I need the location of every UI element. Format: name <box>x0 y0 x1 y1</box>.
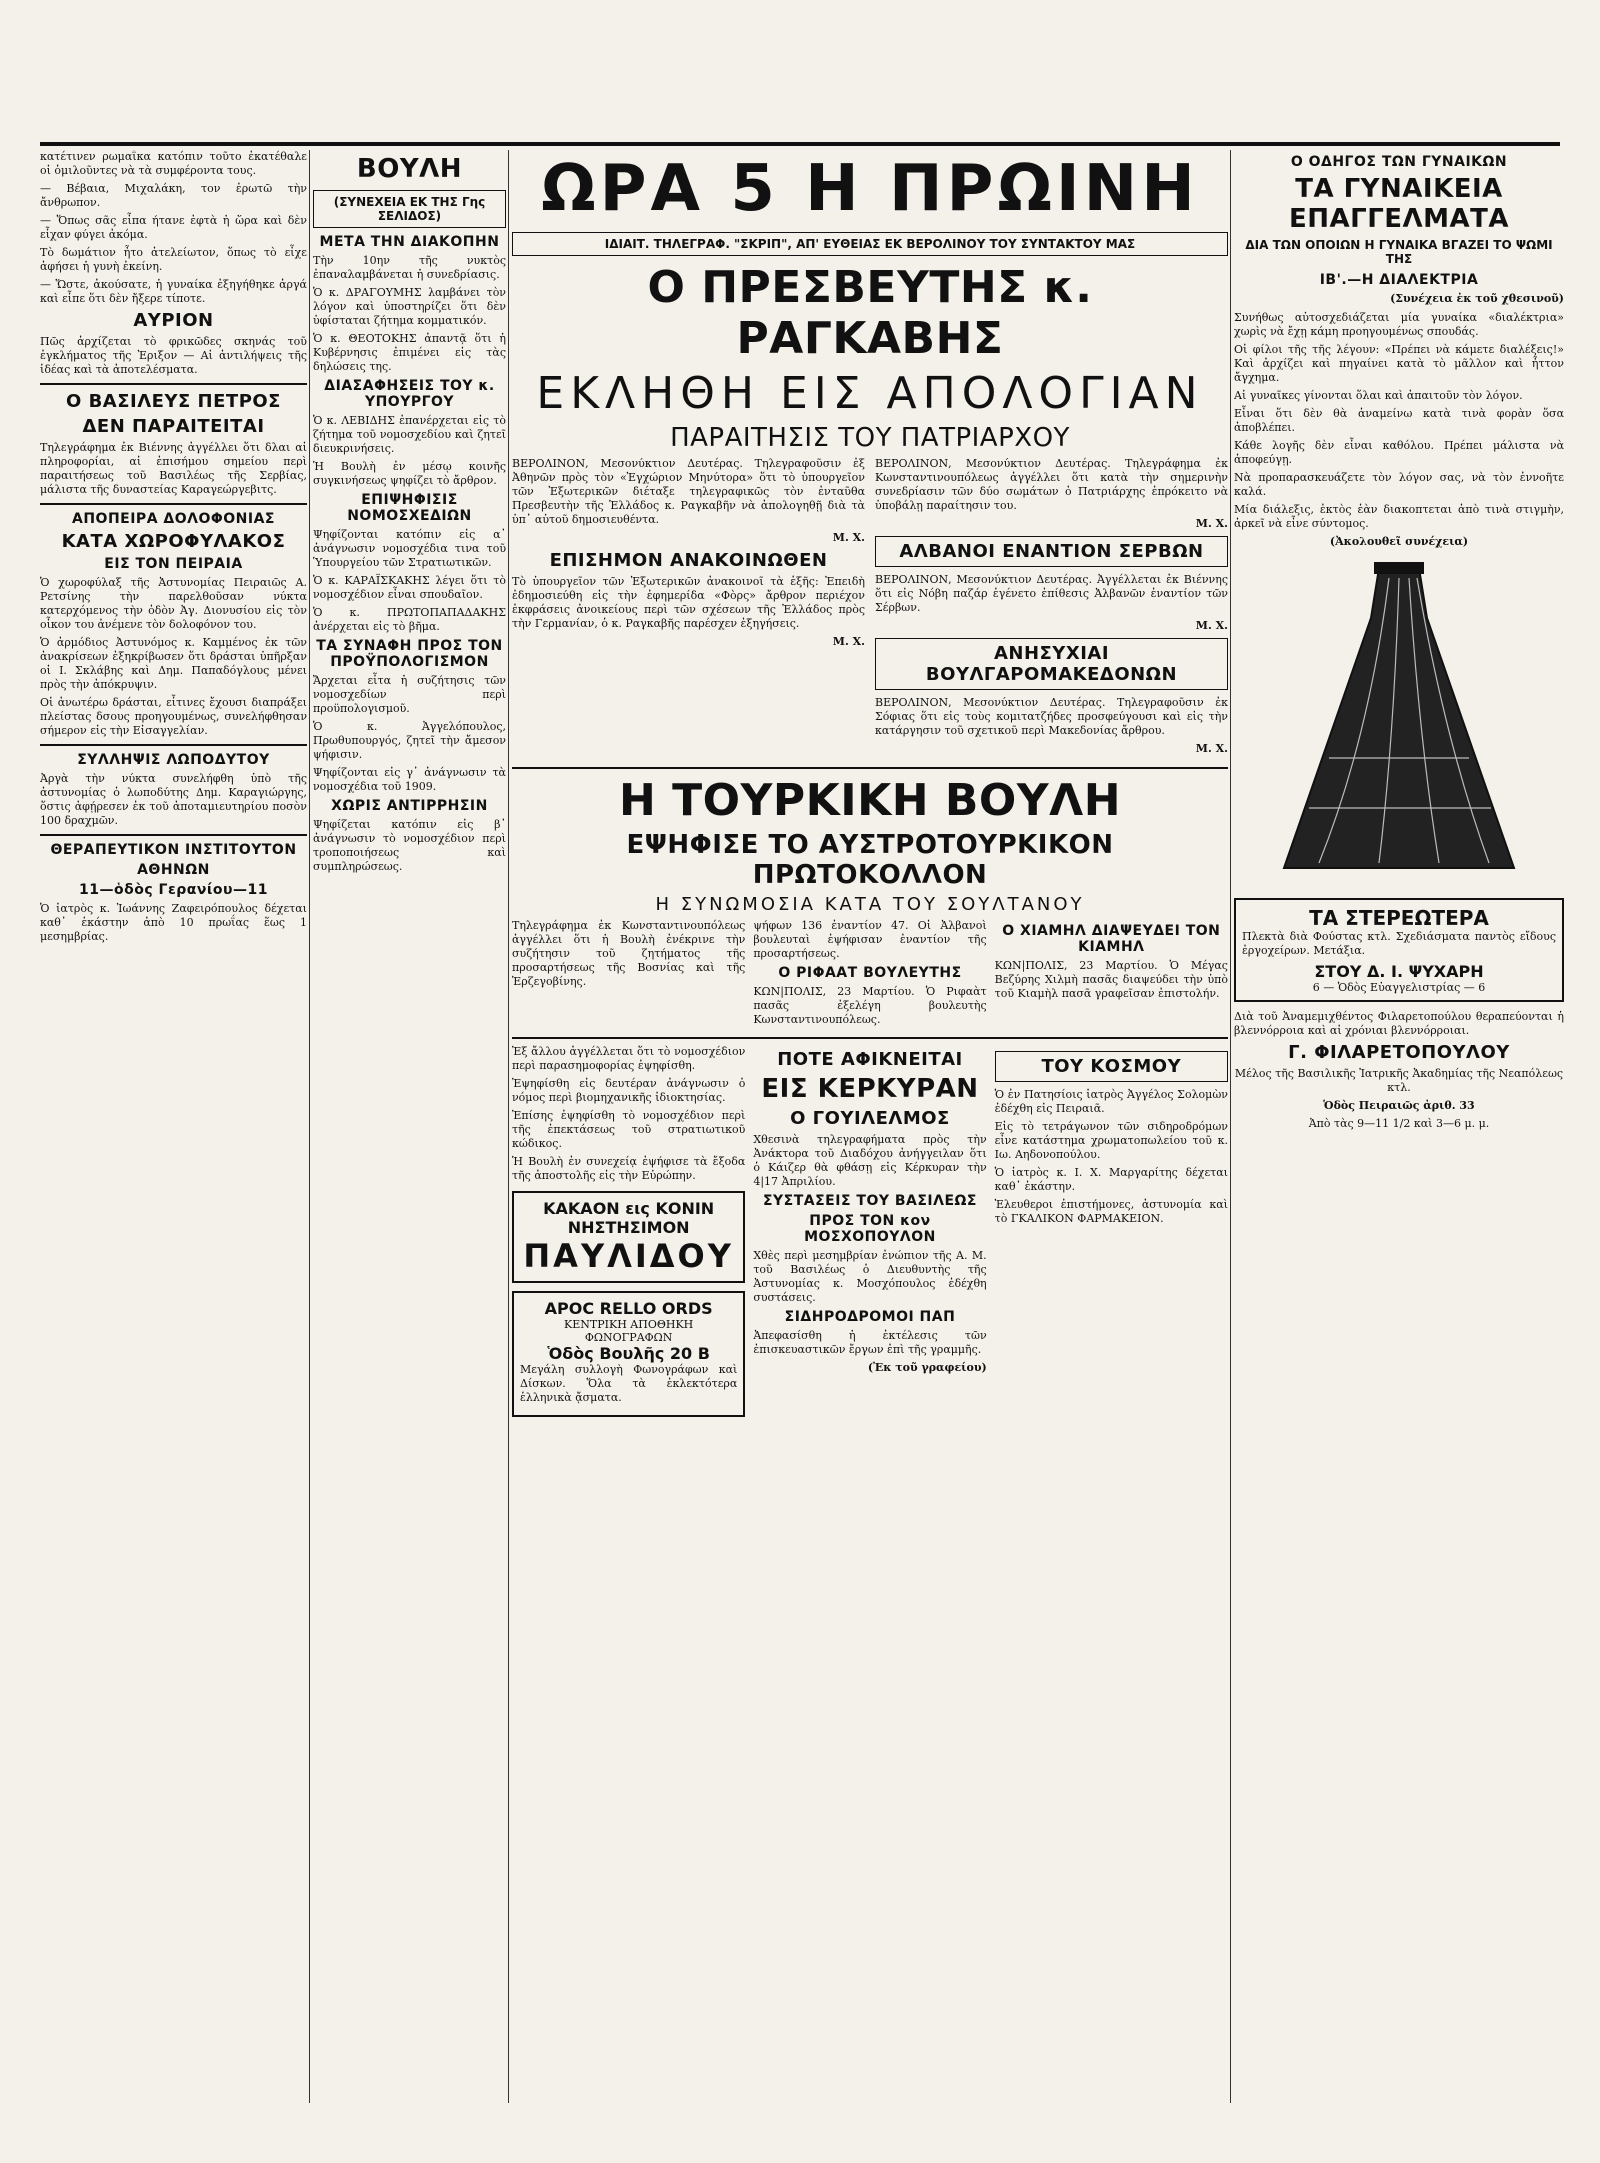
paragraph: Ἐξ ἄλλου ἀγγέλλεται ὅτι τὸ νομοσχέδιον περὶ παρασημοφορίας ἐψηφίσθη. <box>512 1045 746 1072</box>
paragraph: Ὁδὸς Πειραιῶς ἀριθ. 33 <box>1323 1099 1475 1112</box>
headline-gynaikeia: ΤΑ ΓΥΝΑΙΚΕΙΑ ΕΠΑΓΓΕΛΜΑΤΑ <box>1288 174 1509 234</box>
headline-synomosia: Η ΣΥΝΩΜΟΣΙΑ ΚΑΤΑ ΤΟΥ ΣΟΥΛΤΑΝΟΥ <box>655 894 1085 915</box>
paragraph: Εἰς τὸ τετράγωνον τῶν σιδηροδρόμων εἶνε κατάστημα χρωματοπωλείου τοῦ κ. Ιω. Αηδονοπούλου. <box>994 1120 1228 1161</box>
column-divider <box>1230 150 1231 2103</box>
signature: Μ. Χ. <box>832 635 865 648</box>
column-3 <box>512 150 1228 1425</box>
headline-vasileus: Ο ΒΑΣΙΛΕΥΣ ΠΕΤΡΟΣ <box>66 391 281 412</box>
separator <box>512 1037 1228 1039</box>
paragraph: ΒΕΡΟΛΙΝΟΝ, Μεσονύκτιον Δευτέρας. Τηλεγράφημα ἐκ Κωνσταντινουπόλεως ἀγγέλλει ὅτι κατὰ τὴν σημερινὴν συνεδρίασιν τῶν δύο σωμάτων ὁ Πατριάρχης ἐπρόκειτο νὰ ὑποβάλῃ παραίτησιν του. <box>875 457 1228 512</box>
paragraph: ΒΕΡΟΛΙΝΟΝ, Μεσονύκτιον Δευτέρας. Τηλεγραφοῦσιν ἐκ Σόφιας ὅτι εἰς τοὺς κομιτατζήδες προσφεύγουσι καὶ εἰς τὴν κατάργησιν τοῦ σχετικοῦ περὶ Μακεδονίας ἄρθρου. <box>875 696 1228 737</box>
lower-col-1 <box>512 1045 745 1425</box>
column-4 <box>1234 150 1564 1135</box>
paragraph: Τηλεγράφημα ἐκ Βιέννης ἀγγέλλει ὅτι δλαι αἱ πληροφορίαι, αἱ ἐπισήμου σημείου περὶ παραιτήσεως τοῦ Βασιλέως τῆς Σερβίας, μάλιστα τῆς δυναστείας Καραγεώργεβιτς. <box>40 441 307 496</box>
paragraph: ΚΩΝ|ΠΟΛΙΣ, 23 Μαρτίου. Ὁ Ριφαὰτ πασᾶς ἐξελέγη βουλευτὴς Κωνσταντινουπόλεως. <box>753 985 987 1026</box>
ad-apoc-sub: ΚΕΝΤΡΙΚΗ ΑΠΟΘΗΚΗ ΦΩΝΟΓΡΑΦΩΝ <box>564 1318 694 1344</box>
separator <box>512 767 1228 769</box>
paragraph: Χθὲς περὶ μεσημβρίαν ἐνώπιον τῆς Α. Μ. τοῦ Βασιλέως ὁ Διευθυντὴς τῆς Ἀστυνομίας κ. Μοσχόπουλος ἐδέχθη συστάσεις. <box>753 1249 987 1304</box>
ad-apoc <box>512 1291 745 1417</box>
paragraph: — Ὅπως σᾶς εἶπα ήτανε ἐφτὰ ἡ ὥρα καὶ δὲν εἶχαν φύγει ἀκόμα. <box>40 214 307 241</box>
paragraph: Ὁ ἰατρὸς κ. Ι. Χ. Μαργαρίτης δέχεται καθ᾽ ἑκάστην. <box>994 1166 1228 1193</box>
paragraph: Ὁ κ. Ἀγγελόπουλος, Πρωθυπουργός, ζητεῖ τὴν ἄμεσον ψήφισιν. <box>313 720 506 761</box>
headline-anisychiai: ΑΝΗΣΥΧΙΑΙ ΒΟΥΛΓΑΡΟΜΑΚΕΔΟΝΩΝ <box>875 638 1228 690</box>
headline-odigos: Ο ΟΔΗΓΟΣ ΤΩΝ ΓΥΝΑΙΚΩΝ <box>1290 154 1508 170</box>
column-2 <box>313 150 506 878</box>
paragraph: κατέτινεν ρωμαΐκα κατόπιν τοῦτο ἐκατέθαλε οἱ ὁμιλοῦντες νὰ τὰ συμφέροντα τους. <box>40 150 307 177</box>
paragraph: Μία διάλεξις, ἐκτὸς ἐὰν διακοπτεται ἀπὸ τινὰ στιγμὴν, ἀρκεῖ νὰ εἶνε σύντομος. <box>1234 503 1564 530</box>
headline-syllipsis: ΣΥΛΛΗΨΙΣ ΛΩΠΟΔΥΤΟΥ <box>77 752 270 768</box>
headline-therapeutikon: ΘΕΡΑΠΕΥΤΙΚΟΝ ΙΝΣΤΙΤΟΥΤΟΝ <box>50 842 297 858</box>
lower-col-2 <box>753 1045 986 1425</box>
column-1 <box>40 150 307 948</box>
paragraph: Συνήθως αὐτοσχεδιάζεται μία γυναίκα «διαλέκτρια» χωρὶς νὰ ἔχῃ κάμη προηγουμένως σπουδάς. <box>1234 311 1564 338</box>
paragraph: Πλεκτὰ διὰ Φούστας κτλ. Σχεδιάσματα παντὸς εἴδους ἐργοχείρων. Μετάξια. <box>1242 930 1556 957</box>
paragraph: Οἱ φίλοι τῆς τῆς λέγουν: «Πρέπει νὰ κάμετε διαλέξεις!» Καὶ ἀρχίζει καὶ πηγαίνει κατὰ τὸ μᾶλλον καὶ ἧττον ἄγχημα. <box>1234 343 1564 384</box>
headline-meta: ΜΕΤΑ ΤΗΝ ΔΙΑΚΟΠΗΝ <box>319 234 500 250</box>
paragraph: Τὴν 10ην τῆς νυκτὸς ἐπαναλαμβάνεται ἡ συνεδρίασις. <box>313 254 506 281</box>
paragraph: Ψηφίζεται κατόπιν εἰς β᾽ ἀνάγνωσιν τὸ νομοσχέδιον περὶ τροποποιήσεως καὶ συμπληρώσεως. <box>313 818 506 873</box>
paragraph: — Ὥστε, ἀκούσατε, ἡ γυναίκα ἐξηγήθηκε ἀργά καὶ εἶπε ὅτι δὲν ἤξερε τίποτε. <box>40 278 307 305</box>
headline-avrion: ΑΥΡΙΟΝ <box>133 310 214 331</box>
headline-dialektria: ΙΒ'.—Η ΔΙΑΛΕΚΤΡΙΑ <box>1319 272 1479 288</box>
skirt-illustration <box>1269 558 1529 888</box>
continuation-note: (Συνέχεια ἐκ τοῦ χθεσινοῦ) <box>1390 292 1564 305</box>
headline-therapeutikon-2: ΑΘΗΝΩΝ <box>137 862 210 878</box>
ad-apoc-address: Ὁδὸς Βουλῆς 20 Β <box>547 1344 710 1363</box>
headline-alvanoi: ΑΛΒΑΝΟΙ ΕΝΑΝΤΙΟΝ ΣΕΡΒΩΝ <box>875 536 1228 567</box>
headline-epsifise: ΕΨΗΦΙΣΕ ΤΟ ΑΥΣΤΡΟΤΟΥΡΚΙΚΟΝ ΠΡΩΤΟΚΟΛΛΟΝ <box>626 830 1114 890</box>
paragraph: Ὁ κ. ΛΕΒΙΔΗΣ ἐπανέρχεται εἰς τὸ ζήτημα τοῦ νομοσχεδίου καὶ ζητεῖ διευκρινήσεις. <box>313 414 506 455</box>
headline-diasafiseis: ΔΙΑΣΑΦΗΣΕΙΣ ΤΟΥ κ. ΥΠΟΥΡΓΟΥ <box>324 378 495 410</box>
paragraph: Ἀπὸ τὰς 9—11 1/2 καὶ 3—6 μ. μ. <box>1308 1117 1490 1130</box>
ad-kakao-brand: ΠΑΥΛΙΔΟΥ <box>523 1237 734 1275</box>
dispatch-grid <box>512 457 1228 761</box>
turkey-col-3 <box>995 919 1228 1031</box>
headline-presvevtis: Ο ΠΡΕΣΒΕΥΤΗΣ κ. ΡΑΓΚΑΒΗΣ <box>647 262 1093 364</box>
headline-sidirodromoi: ΣΙΔΗΡΟΔΡΟΜΟΙ ΠΑΠ <box>784 1309 956 1325</box>
signature: Μ. Χ. <box>832 531 865 544</box>
separator <box>40 744 307 746</box>
paragraph: Οἱ ἀνωτέρω δράσται, εἶτινες ἔχουσι διαπράξει πλείστας δσους προηγουμένως, συνελήφθησαν σήμερον εἰς τὴν Εἰσαγγελίαν. <box>40 696 307 737</box>
separator <box>40 383 307 385</box>
paragraph: Τὸ ὑπουργεῖον τῶν Ἐξωτερικῶν ἀνακοινοῖ τὰ ἑξῆς: Ἐπειδὴ ἐδημοσιεύθη εἰς τὴν ἐφημερίδα «Φὸρς» ἄρθρον περιέχον ἐκφράσεις ἀνοικείους περὶ τῶν σχέσεων τῆς Ἑλλάδος πρὸς τὴν Γερμανίαν, ὁ κ. Ραγκαβῆς παρέσχεν ἐξηγήσεις. <box>512 575 865 630</box>
paragraph: Ἡ Βουλὴ ἐν συνεχείᾳ ἐψήφισε τὰ ἔξοδα τῆς ἀποστολῆς εἰς τὴν Εὐρώπην. <box>512 1155 746 1182</box>
paragraph: Ὁ ἐν Πατησίοις ἰατρὸς Ἀγγέλος Σολομὼν ἐδέχθη εἰς Πειραιᾶ. <box>994 1088 1228 1115</box>
continuation-note: (Ἀκολουθεῖ συνέχεια) <box>1329 535 1469 548</box>
paragraph: ψήφων 136 ἐναντίον 47. Οἱ Ἀλβανοὶ βουλευταὶ ἐψήφισαν ἐναντίον τῆς προσαρτήσεως. <box>753 919 987 960</box>
paragraph: Ἀργὰ τὴν νύκτα συνελήφθη ὑπὸ τῆς ἀστυνομίας ὁ λωποδύτης Δημ. Καραγιώργης, ὅστις ἀφῄρεσεν ἐκ τοῦ ἀποταμιευτηρίου ποσὸν 100 δραχμῶν. <box>40 772 307 827</box>
headline-hiamil: Ο ΧΙΑΜΗΛ ΔΙΑΨΕΥΔΕΙ ΤΟΝ ΚΙΑΜΗΛ <box>1002 923 1221 955</box>
headline-afiknitai-2: ΕΙΣ ΚΕΡΚΥΡΑΝ <box>761 1074 979 1104</box>
paragraph: ΒΕΡΟΛΙΝΟΝ, Μεσονύκτιον Δευτέρας. Τηλεγραφοῦσιν ἐξ Ἀθηνῶν πρὸς τὸν «Ἐγχώριον Μηνύτορα» ὅτι τὸ ὑπουργεῖον τῶν Ἐξωτερικῶν διέταξε τηλεγραφικῶς τὸν ἐνταῦθα Πρεσβευτὴν τῆς Ἑλλάδος κ. Ραγκαβῆν νὰ ἀπολογηθῇ διὰ τὰ ὑπ᾽ αὐτοῦ δημοσιευθέντα. <box>512 457 865 526</box>
banner-headline: ΩΡΑ 5 Η ΠΡΩΙΝΗ <box>541 152 1199 226</box>
ad-stereotera-shop: ΣΤΟΥ Δ. Ι. ΨΥΧΑΡΗ <box>1314 962 1484 981</box>
signature: (Ἐκ τοῦ γραφείου) <box>867 1361 987 1374</box>
lower-col-3 <box>995 1045 1228 1425</box>
lower-grid <box>512 1045 1228 1425</box>
ad-stereotera-title: ΤΑ ΣΤΕΡΕΩΤΕΡΑ <box>1309 906 1489 930</box>
paragraph: Μεγάλη συλλογὴ Φωνογράφων καὶ Δίσκων. Ὅλα τὰ ἐκλεκτότερα ἑλληνικὰ ᾄσματα. <box>520 1363 738 1404</box>
headline-paraitisis: ΠΑΡΑΙΤΗΣΙΣ ΤΟΥ ΠΑΤΡΙΑΡΧΟΥ <box>670 423 1070 453</box>
headline-apopeira: ΑΠΟΠΕΙΡΑ ΔΟΛΟΦΟΝΙΑΣ <box>71 511 275 527</box>
ad-stereotera-address: 6 — Ὁδὸς Εὐαγγελιστρίας — 6 <box>1312 981 1486 994</box>
paragraph: Εἶναι ὅτι δὲν θὰ ἀναμείνω κατὰ τινὰ φορὰν ὅσα ἀποβλέπει. <box>1234 407 1564 434</box>
ad-kakao <box>512 1191 745 1283</box>
column-divider <box>508 150 509 2103</box>
paragraph: — Βέβαια, Μιχαλάκη, τον ἐρωτῶ τὴν ἄνθρωπον. <box>40 182 307 209</box>
headline-psifiseis: ΕΠΙΨΗΦΙΣΙΣ ΝΟΜΟΣΧΕΔΙΩΝ <box>347 492 472 524</box>
paragraph: Ἐπίσης ἐψηφίσθη τὸ νομοσχέδιον περὶ τῆς ἐπεκτάσεως τοῦ στρατιωτικοῦ κώδικος. <box>512 1109 746 1150</box>
top-rule <box>40 142 1560 146</box>
paragraph: Πῶς ἀρχίζεται τὸ φρικῶδες σκηνάς τοῦ ἐγκλήματος τῆς Ἐριξον — Αἱ ἀντιλήψεις τῆς ἰδέας καὶ τὰ ἀποτελέσματα. <box>40 335 307 376</box>
paragraph: Ὁ χωροφύλαξ τῆς Ἀστυνομίας Πειραιῶς Α. Ρετσίνης τὴν παρελθοῦσαν νύκτα κατερχόμενος τὴν ὁδὸν Ἀγ. Διονυσίου εἰς τὸν οἶκον του ἀνέμενε τὸν δολοφόνον του. <box>40 576 307 631</box>
headline-systaseis-2: ΠΡΟΣ ΤΟΝ κον ΜΟΣΧΟΠΟΥΛΟΝ <box>804 1213 936 1245</box>
headline-episimon: ΕΠΙΣΗΜΟΝ ΑΝΑΚΟΙΝΩΘΕΝ <box>549 550 828 571</box>
paragraph: Κάθε λογῆς δὲν εἶναι καθόλου. Πρέπει μάλιστα νὰ ἀποφεύγῃ. <box>1234 439 1564 466</box>
paragraph: Χθεσινὰ τηλεγραφήματα πρὸς τὴν Ἀνάκτορα τοῦ Διαδόχου ἀνήγγειλαν ὅτι ὁ Κάιζερ θὰ φθάσῃ εἰς Κέρκυραν τὴν 4|17 Ἀπριλίου. <box>753 1133 987 1188</box>
column-divider <box>309 150 310 2103</box>
paragraph: Ὁ κ. ΔΡΑΓΟΥΜΗΣ λαμβάνει τὸν λόγον καὶ ὑποστηρίζει ὅτι δὲν ὑφίσταται ζήτημα κομματικόν. <box>313 286 506 327</box>
paragraph: Νὰ προπαρασκευάζετε τὸν λόγον σας, νὰ τὸν ἐννοῆτε καλά. <box>1234 471 1564 498</box>
ad-kakao-sub: ΝΗΣΤΗΣΙΜΟΝ <box>567 1218 690 1237</box>
turkey-grid <box>512 919 1228 1031</box>
headline-tourkiki-vouli: Η ΤΟΥΡΚΙΚΗ ΒΟΥΛΗ <box>618 775 1122 826</box>
signature: Μ. Χ. <box>1195 517 1228 530</box>
paragraph: Ὁ κ. ΠΡΩΤΟΠΑΠΑΔΑΚΗΣ ἀνέρχεται εἰς τὸ βῆμα. <box>313 606 506 633</box>
separator <box>40 503 307 505</box>
paragraph: Διὰ τοῦ Ἀναμεμιχθέντος Φιλαρετοπούλου θεραπεύονται ἡ βλεννόρροια καὶ αἱ χρόνιαι βλεννόρροιαι. <box>1234 1010 1564 1037</box>
paragraph: Ὁ κ. ΘΕΟΤΟΚΗΣ ἀπαντᾷ ὅτι ἡ Κυβέρνησις ἐπιμένει εἰς τὰς δηλώσεις της. <box>313 332 506 373</box>
headline-kosmou: ΤΟΥ ΚΟΣΜΟΥ <box>995 1051 1228 1082</box>
paragraph: Τηλεγράφημα ἐκ Κωνσταντινουπόλεως ἀγγέλλει ὅτι ἡ Βουλὴ ἐνέκρινε τὴν συζήτησιν τοῦ ζητήματος τῆς προσαρτήσεως τῆς Βοσνίας καὶ τῆς Ἑρζεγοβίνης. <box>512 919 746 988</box>
signature: Μ. Χ. <box>1195 619 1228 632</box>
ad-filaretopoulou-name: Γ. ΦΙΛΑΡΕΤΟΠΟΥΛΟΥ <box>1288 1042 1510 1063</box>
subhead-dia: ΔΙΑ ΤΩΝ ΟΠΟΙΩΝ Η ΓΥΝΑΙΚΑ ΒΓΑΖΕΙ ΤΟ ΨΩΜΙ ΤΗΣ <box>1245 238 1553 266</box>
paragraph: Ἀπεφασίσθη ἡ ἐκτέλεσις τῶν ἐπισκευαστικῶν ἔργων ἐπὶ τῆς γραμμῆς. <box>753 1329 987 1356</box>
paragraph: Μέλος τῆς Βασιλικῆς Ἰατρικῆς Ἀκαδημίας τῆς Νεαπόλεως κτλ. <box>1234 1067 1564 1094</box>
headline-symfoni: ΤΑ ΣΥΝΑΦΗ ΠΡΟΣ ΤΟΝ ΠΡΟΫΠΟΛΟΓΙΣΜΟΝ <box>316 638 503 670</box>
dispatch-left <box>512 457 865 761</box>
turkey-col-2 <box>753 919 986 1031</box>
turkey-col-1 <box>512 919 745 1031</box>
paragraph: Ἡ Βουλὴ ἐν μέσῳ κοινῆς συγκινήσεως ψηφίζει τὸ ἄρθρον. <box>313 460 506 487</box>
paragraph: Ψηφίζονται εἰς γ᾽ ἀνάγνωσιν τὰ νομοσχέδια τοῦ 1909. <box>313 766 506 793</box>
separator <box>40 834 307 836</box>
paragraph: ΒΕΡΟΛΙΝΟΝ, Μεσονύκτιον Δευτέρας. Ἀγγέλλεται ἐκ Βιέννης ὅτι εἰς Νόβη παζάρ ἐγένετο ἐπίθεσις Ἀλβανῶν ἐναντίον τῶν Σέρβων. <box>875 573 1228 614</box>
banner-subhead: ΙΔΙΑΙΤ. ΤΗΛΕΓΡΑΦ. "ΣΚΡΙΠ", ΑΠ' ΕΥΘΕΙΑΣ ΕΚ ΒΕΡΟΛΙΝΟΥ ΤΟΥ ΣΥΝΤΑΚΤΟΥ ΜΑΣ <box>512 232 1228 256</box>
headline-rifaat: Ο ΡΙΦΑΑΤ ΒΟΥΛΕΥΤΗΣ <box>778 965 962 981</box>
paragraph: Ὁ ἀρμόδιος Ἀστυνόμος κ. Καμμένος ἐκ τῶν ἀνακρίσεων ἐξηκρίβωσεν ὅτι δράσται ὑπῆρξαν οἱ Ι. Σκλάβης καὶ Δημ. Παπαδόγλους μένει πρὸς τὴν ἀπόκρυψιν. <box>40 636 307 691</box>
paragraph: Ἐψηφίσθη εἰς δευτέραν ἀνάγνωσιν ὁ νόμος περὶ βιομηχανικῆς ἰδιοκτησίας. <box>512 1077 746 1104</box>
headline-vasileus-2: ΔΕΝ ΠΑΡΑΙΤΕΙΤΑΙ <box>82 416 265 437</box>
paragraph: Ὁ ἰατρὸς κ. Ἰωάννης Ζαφειρόπουλος δέχεται καθ᾽ ἑκάστην ἀπὸ 10 πρωΐας ἕως 1 μεσημβρίας. <box>40 902 307 943</box>
headline-therapeutikon-3: 11—ὁδὸς Γερανίου—11 <box>79 882 268 898</box>
ad-kakao-title: ΚΑΚΑΟΝ εις ΚΟΝΙΝ <box>543 1199 715 1218</box>
subhead-synecheia: (ΣΥΝΕΧΕΙΑ ΕΚ ΤΗΣ Γης ΣΕΛΙΔΟΣ) <box>313 190 506 228</box>
headline-apopeira-3: ΕΙΣ ΤΟΝ ΠΕΙΡΑΙΑ <box>104 556 243 572</box>
dispatch-right <box>875 457 1228 761</box>
headline-afiknitai-3: Ο ΓΟΥΙΛΕΛΜΟΣ <box>790 1108 950 1129</box>
headline-afiknitai: ΠΟΤΕ ΑΦΙΚΝΕΙΤΑΙ <box>777 1049 963 1070</box>
signature: Μ. Χ. <box>1195 742 1228 755</box>
paragraph: Αἱ γυναῖκες γίνονται ὅλαι καὶ ἀπαιτοῦν τὸν λόγον. <box>1234 389 1523 402</box>
paragraph: Ἄρχεται εἶτα ἡ συζήτησις τῶν νομοσχεδίων περὶ προϋπολογισμοῦ. <box>313 674 506 715</box>
headline-eklithi: ΕΚΛΗΘΗ ΕΙΣ ΑΠΟΛΟΓΙΑΝ <box>536 368 1204 419</box>
paragraph: Τὸ δωμάτιον ἦτο ἀτελείωτον, ὅπως τὸ εἶχε ἀφήσει ἡ γυνὴ ἐκείνη. <box>40 246 307 273</box>
headline-vouli: ΒΟΥΛΗ <box>356 154 463 184</box>
ad-apoc-title: APOC RELLO ORDS <box>544 1299 713 1318</box>
paragraph: Ἐλευθεροι ἐπιστήμονες, ἀστυνομία καὶ τὸ ΓΚΑΛΙΚΟΝ ΦΑΡΜΑΚΕΙΟΝ. <box>994 1198 1228 1225</box>
headline-apopeira-2: ΚΑΤΑ ΧΩΡΟΦΥΛΑΚΟΣ <box>61 531 286 552</box>
headline-systaseis: ΣΥΣΤΑΣΕΙΣ ΤΟΥ ΒΑΣΙΛΕΩΣ <box>762 1193 977 1209</box>
paragraph: Ψηφίζονται κατόπιν εἰς α᾽ ἀνάγνωσιν νομοσχέδια τινα τοῦ Ὑπουργείου τῶν Στρατιωτικῶν. <box>313 528 506 569</box>
paragraph: ΚΩΝ|ΠΟΛΙΣ, 23 Μαρτίου. Ὁ Μέγας Βεζύρης Χιλμὴ πασᾶς διαψεύδει τὴν ὑπὸ τοῦ Κιαμὴλ πασᾶ γραφεῖσαν ἐπιστολήν. <box>994 959 1228 1000</box>
ad-stereotera <box>1234 898 1564 1002</box>
headline-choris: ΧΩΡΙΣ ΑΝΤΙΡΡΗΣΙΝ <box>331 798 488 814</box>
paragraph: Ὁ κ. ΚΑΡΑΪΣΚΑΚΗΣ λέγει ὅτι τὸ νομοσχέδιον εἶναι σπουδαῖον. <box>313 574 506 601</box>
